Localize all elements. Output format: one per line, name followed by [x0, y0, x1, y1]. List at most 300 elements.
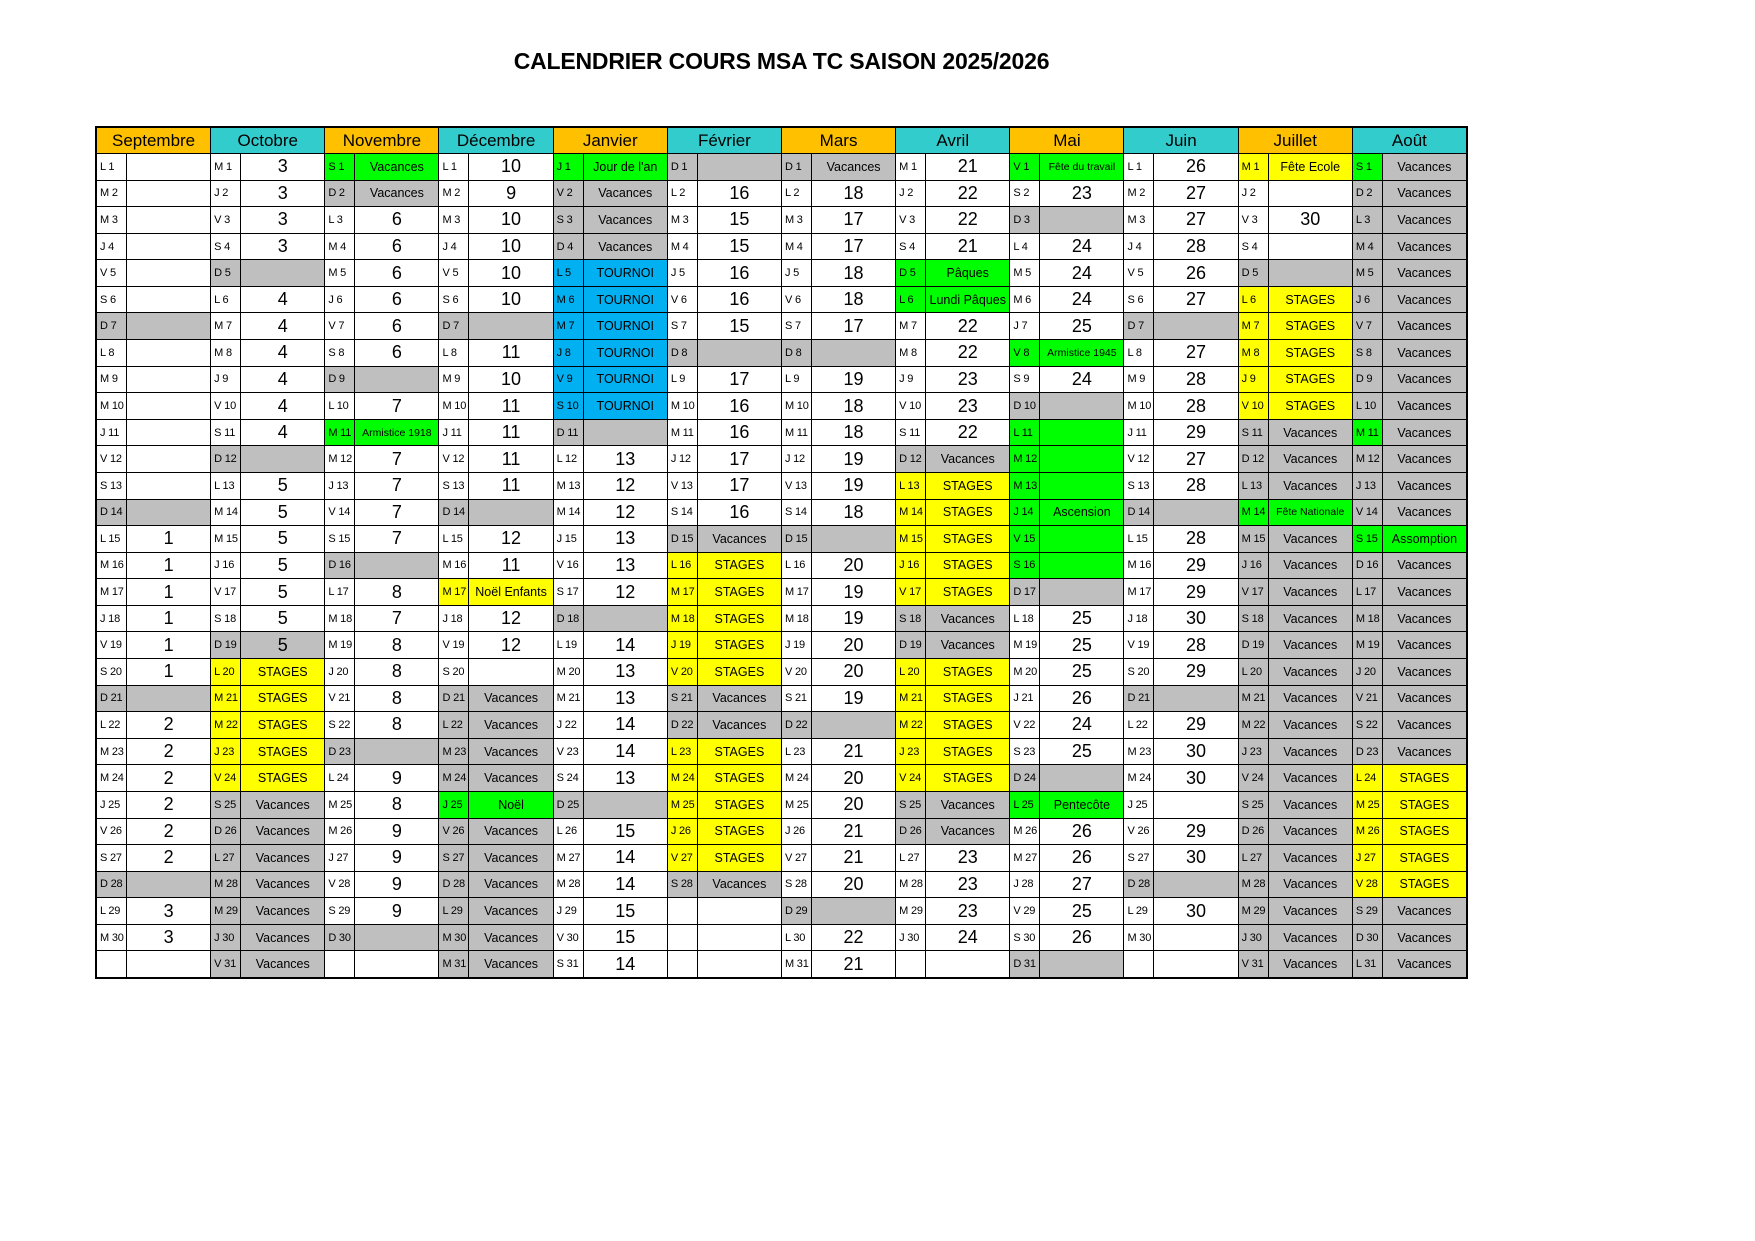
day-label: L 3 — [325, 207, 355, 234]
day-value — [127, 367, 211, 394]
day-value: 11 — [469, 420, 553, 447]
day-label: D 5 — [896, 260, 926, 287]
day-label: J 2 — [211, 181, 241, 208]
day-label: D 10 — [1010, 393, 1040, 420]
day-value: 7 — [355, 473, 439, 500]
day-value: 29 — [1154, 712, 1238, 739]
day-value: Vacances — [1383, 367, 1467, 394]
day-label: M 5 — [325, 260, 355, 287]
day-label: J 6 — [1353, 287, 1383, 314]
day-label: L 13 — [211, 473, 241, 500]
day-label: M 24 — [668, 765, 698, 792]
day-value: STAGES — [698, 765, 782, 792]
day-value: Vacances — [812, 154, 896, 181]
day-label: M 14 — [896, 500, 926, 527]
day-label: L 20 — [896, 659, 926, 686]
day-label: M 10 — [782, 393, 812, 420]
day-label: D 28 — [1124, 872, 1154, 899]
day-label: M 14 — [554, 500, 584, 527]
day-value: Vacances — [1383, 925, 1467, 952]
day-label: M 27 — [1010, 845, 1040, 872]
day-value: Vacances — [1269, 579, 1353, 606]
day-label: V 6 — [782, 287, 812, 314]
day-value: 21 — [926, 154, 1010, 181]
day-label: M 7 — [1239, 313, 1269, 340]
day-label: D 22 — [668, 712, 698, 739]
month-header-juillet: Juillet — [1239, 128, 1353, 154]
day-label: M 29 — [1239, 898, 1269, 925]
day-label: J 13 — [1353, 473, 1383, 500]
day-label: V 5 — [97, 260, 127, 287]
day-value: 25 — [1040, 659, 1124, 686]
day-label: L 24 — [1353, 765, 1383, 792]
day-value: STAGES — [1269, 340, 1353, 367]
day-value: 14 — [584, 951, 668, 978]
day-value: 9 — [355, 872, 439, 899]
day-value: Fête du travail — [1040, 154, 1124, 181]
day-value — [1154, 925, 1238, 952]
day-value: Armistice 1918 — [355, 420, 439, 447]
day-label: L 6 — [211, 287, 241, 314]
day-value: Assomption — [1383, 526, 1467, 553]
day-value: 20 — [812, 872, 896, 899]
day-label: M 3 — [782, 207, 812, 234]
day-label: V 19 — [439, 632, 469, 659]
day-label: V 7 — [1353, 313, 1383, 340]
day-label: S 6 — [1124, 287, 1154, 314]
day-value: 13 — [584, 659, 668, 686]
day-label: V 3 — [1239, 207, 1269, 234]
day-label: V 19 — [1124, 632, 1154, 659]
day-value: Vacances — [926, 632, 1010, 659]
day-label: D 5 — [211, 260, 241, 287]
day-label: L 25 — [1010, 792, 1040, 819]
day-label: D 19 — [896, 632, 926, 659]
day-value: STAGES — [926, 500, 1010, 527]
day-label: L 10 — [325, 393, 355, 420]
day-value: Vacances — [1383, 207, 1467, 234]
day-label: V 24 — [1239, 765, 1269, 792]
day-label: M 10 — [668, 393, 698, 420]
day-value: 16 — [698, 287, 782, 314]
day-label: V 12 — [1124, 446, 1154, 473]
day-value: STAGES — [926, 765, 1010, 792]
day-label: V 23 — [554, 739, 584, 766]
day-value: Vacances — [1383, 260, 1467, 287]
day-label: D 30 — [1353, 925, 1383, 952]
day-value: 6 — [355, 340, 439, 367]
day-label: J 7 — [1010, 313, 1040, 340]
day-label: D 12 — [211, 446, 241, 473]
day-label: J 2 — [896, 181, 926, 208]
month-header-decembre: Décembre — [439, 128, 553, 154]
day-value: 11 — [469, 473, 553, 500]
day-value — [127, 473, 211, 500]
day-label: D 22 — [782, 712, 812, 739]
day-value: 22 — [926, 340, 1010, 367]
day-value: Vacances — [1269, 951, 1353, 978]
day-value: 15 — [698, 234, 782, 261]
day-label: J 20 — [325, 659, 355, 686]
day-label: D 23 — [325, 739, 355, 766]
day-value: Vacances — [1383, 393, 1467, 420]
day-value: STAGES — [926, 553, 1010, 580]
day-value: Vacances — [469, 872, 553, 899]
day-value: Vacances — [584, 181, 668, 208]
day-value: 28 — [1154, 632, 1238, 659]
day-value: Vacances — [355, 181, 439, 208]
day-label: L 13 — [1239, 473, 1269, 500]
day-value — [1040, 446, 1124, 473]
day-label: M 15 — [211, 526, 241, 553]
day-label: L 20 — [1239, 659, 1269, 686]
day-label: J 16 — [1239, 553, 1269, 580]
day-label: M 8 — [1239, 340, 1269, 367]
day-label: S 15 — [1353, 526, 1383, 553]
day-label: M 3 — [439, 207, 469, 234]
day-label: M 7 — [211, 313, 241, 340]
day-value: Vacances — [698, 686, 782, 713]
day-label: D 18 — [554, 606, 584, 633]
day-label: V 13 — [668, 473, 698, 500]
day-label: L 1 — [97, 154, 127, 181]
day-label: M 14 — [211, 500, 241, 527]
day-label: S 22 — [1353, 712, 1383, 739]
day-value: Vacances — [1269, 606, 1353, 633]
day-label: J 4 — [97, 234, 127, 261]
day-label: M 1 — [896, 154, 926, 181]
day-label: S 27 — [439, 845, 469, 872]
day-value: Vacances — [1269, 739, 1353, 766]
day-value: STAGES — [241, 765, 325, 792]
day-label: M 15 — [896, 526, 926, 553]
day-value — [1040, 553, 1124, 580]
day-value: 4 — [241, 420, 325, 447]
day-value: Vacances — [1383, 234, 1467, 261]
day-label: S 31 — [554, 951, 584, 978]
day-label: D 26 — [1239, 819, 1269, 846]
day-value: STAGES — [698, 553, 782, 580]
day-label: M 19 — [1353, 632, 1383, 659]
day-label: S 29 — [1353, 898, 1383, 925]
day-value: 9 — [469, 181, 553, 208]
day-label: S 15 — [325, 526, 355, 553]
day-label: L 17 — [1353, 579, 1383, 606]
day-value — [127, 260, 211, 287]
day-label: V 14 — [325, 500, 355, 527]
month-header-mai: Mai — [1010, 128, 1124, 154]
day-value: STAGES — [698, 606, 782, 633]
day-value: 30 — [1154, 606, 1238, 633]
day-value: 6 — [355, 234, 439, 261]
day-label: J 8 — [554, 340, 584, 367]
day-label: M 2 — [97, 181, 127, 208]
day-value: Vacances — [469, 951, 553, 978]
day-value: STAGES — [241, 739, 325, 766]
day-label: M 24 — [97, 765, 127, 792]
day-label: J 12 — [668, 446, 698, 473]
day-label: J 5 — [668, 260, 698, 287]
day-label: V 24 — [896, 765, 926, 792]
day-value: Vacances — [469, 898, 553, 925]
day-label: M 28 — [896, 872, 926, 899]
day-label: L 9 — [668, 367, 698, 394]
day-label: M 1 — [1239, 154, 1269, 181]
day-label: S 20 — [439, 659, 469, 686]
day-label: M 10 — [439, 393, 469, 420]
day-label: V 6 — [668, 287, 698, 314]
day-value: 19 — [812, 446, 896, 473]
day-value: STAGES — [1383, 845, 1467, 872]
day-value: 18 — [812, 181, 896, 208]
day-label: M 22 — [896, 712, 926, 739]
day-label: D 1 — [668, 154, 698, 181]
day-value: 17 — [812, 234, 896, 261]
day-label: M 19 — [1010, 632, 1040, 659]
day-value: STAGES — [926, 473, 1010, 500]
day-value — [127, 393, 211, 420]
day-value: STAGES — [926, 526, 1010, 553]
day-label — [668, 951, 698, 978]
day-label: J 16 — [896, 553, 926, 580]
day-value: 22 — [926, 181, 1010, 208]
day-value: 13 — [584, 553, 668, 580]
day-value: 1 — [127, 659, 211, 686]
day-label: S 1 — [1353, 154, 1383, 181]
day-value: 28 — [1154, 393, 1238, 420]
day-value: 26 — [1154, 154, 1238, 181]
day-label: L 8 — [1124, 340, 1154, 367]
day-label: V 29 — [1010, 898, 1040, 925]
day-label: D 5 — [1239, 260, 1269, 287]
day-label: M 22 — [1239, 712, 1269, 739]
month-header-novembre: Novembre — [325, 128, 439, 154]
day-value: 12 — [469, 606, 553, 633]
day-value: 28 — [1154, 234, 1238, 261]
day-value: 28 — [1154, 526, 1238, 553]
day-value: 7 — [355, 526, 439, 553]
day-label: S 25 — [896, 792, 926, 819]
day-label: J 18 — [97, 606, 127, 633]
day-label: M 25 — [668, 792, 698, 819]
day-label: V 13 — [782, 473, 812, 500]
day-label: J 30 — [211, 925, 241, 952]
day-value — [584, 420, 668, 447]
day-label: V 10 — [1239, 393, 1269, 420]
day-value: Vacances — [1383, 154, 1467, 181]
day-value: Vacances — [1383, 340, 1467, 367]
day-value: 14 — [584, 632, 668, 659]
day-value — [812, 526, 896, 553]
day-label: D 15 — [668, 526, 698, 553]
day-value: 1 — [127, 553, 211, 580]
day-value — [355, 367, 439, 394]
day-value: 3 — [241, 181, 325, 208]
day-value: 25 — [1040, 606, 1124, 633]
day-value: 27 — [1154, 340, 1238, 367]
day-label: V 19 — [97, 632, 127, 659]
day-value: 29 — [1154, 553, 1238, 580]
day-value: 8 — [355, 579, 439, 606]
day-value: 21 — [812, 739, 896, 766]
day-value: 23 — [926, 872, 1010, 899]
day-value: 9 — [355, 765, 439, 792]
day-label: V 24 — [211, 765, 241, 792]
day-label — [97, 951, 127, 978]
day-value: 5 — [241, 632, 325, 659]
day-value: 26 — [1154, 260, 1238, 287]
day-value: Vacances — [1383, 181, 1467, 208]
day-label: V 10 — [211, 393, 241, 420]
day-value: Pâques — [926, 260, 1010, 287]
day-label: V 31 — [211, 951, 241, 978]
day-value: 1 — [127, 526, 211, 553]
day-value: 7 — [355, 500, 439, 527]
day-value: STAGES — [1383, 765, 1467, 792]
day-label: M 11 — [782, 420, 812, 447]
day-value: 20 — [812, 553, 896, 580]
day-label: S 6 — [97, 287, 127, 314]
day-label: J 1 — [554, 154, 584, 181]
day-value — [127, 207, 211, 234]
day-label: D 7 — [439, 313, 469, 340]
day-value: 30 — [1154, 898, 1238, 925]
day-label: M 21 — [896, 686, 926, 713]
day-value: STAGES — [698, 845, 782, 872]
day-value: 5 — [241, 473, 325, 500]
day-value: 27 — [1154, 207, 1238, 234]
day-label: L 10 — [1353, 393, 1383, 420]
day-label: D 9 — [325, 367, 355, 394]
day-value: STAGES — [698, 659, 782, 686]
day-label: D 25 — [554, 792, 584, 819]
day-label: J 5 — [782, 260, 812, 287]
day-label: S 13 — [97, 473, 127, 500]
day-label: M 31 — [782, 951, 812, 978]
day-value — [698, 951, 782, 978]
day-label: V 7 — [325, 313, 355, 340]
day-value — [1269, 234, 1353, 261]
day-label: S 18 — [211, 606, 241, 633]
day-value: Vacances — [1383, 553, 1467, 580]
day-label: D 2 — [325, 181, 355, 208]
day-value: 3 — [241, 207, 325, 234]
month-header-fevrier: Février — [668, 128, 782, 154]
day-value: 15 — [698, 313, 782, 340]
day-label: S 27 — [97, 845, 127, 872]
day-value: Pentecôte — [1040, 792, 1124, 819]
day-label: J 30 — [896, 925, 926, 952]
day-value: Fête Nationale — [1269, 500, 1353, 527]
day-value — [1040, 951, 1124, 978]
day-value: 29 — [1154, 819, 1238, 846]
day-value: Vacances — [584, 207, 668, 234]
day-label: S 21 — [782, 686, 812, 713]
day-label: S 27 — [1124, 845, 1154, 872]
day-label: V 15 — [1010, 526, 1040, 553]
day-label — [1124, 951, 1154, 978]
day-label: J 11 — [1124, 420, 1154, 447]
day-value: 10 — [469, 234, 553, 261]
day-value: Vacances — [469, 819, 553, 846]
day-label: D 14 — [439, 500, 469, 527]
day-label: S 1 — [325, 154, 355, 181]
day-value: 5 — [241, 579, 325, 606]
day-value: Vacances — [1383, 579, 1467, 606]
day-value: Vacances — [1269, 872, 1353, 899]
day-label: M 3 — [97, 207, 127, 234]
day-value: 18 — [812, 420, 896, 447]
day-label: V 28 — [1353, 872, 1383, 899]
day-label: L 20 — [211, 659, 241, 686]
day-value: STAGES — [241, 686, 325, 713]
day-value: 29 — [1154, 420, 1238, 447]
day-value: 23 — [926, 898, 1010, 925]
day-value: 25 — [1040, 898, 1124, 925]
day-value: Vacances — [1269, 473, 1353, 500]
day-value: 4 — [241, 393, 325, 420]
day-value: 17 — [812, 313, 896, 340]
day-label: S 24 — [554, 765, 584, 792]
day-label: M 17 — [97, 579, 127, 606]
day-value: Vacances — [1383, 287, 1467, 314]
day-value: STAGES — [1269, 313, 1353, 340]
day-value — [1040, 420, 1124, 447]
day-value: 1 — [127, 606, 211, 633]
day-label: M 23 — [439, 739, 469, 766]
day-label: M 26 — [1353, 819, 1383, 846]
day-label: J 29 — [554, 898, 584, 925]
day-label: J 19 — [782, 632, 812, 659]
day-label: L 27 — [896, 845, 926, 872]
day-label: V 28 — [325, 872, 355, 899]
day-label: M 24 — [439, 765, 469, 792]
day-value: TOURNOI — [584, 367, 668, 394]
day-label: M 21 — [1239, 686, 1269, 713]
day-value: 12 — [469, 632, 553, 659]
day-label: M 25 — [1353, 792, 1383, 819]
day-value: 4 — [241, 313, 325, 340]
day-label: L 30 — [782, 925, 812, 952]
day-value — [1040, 765, 1124, 792]
day-value: 24 — [1040, 260, 1124, 287]
day-label: L 2 — [668, 181, 698, 208]
day-label: J 27 — [325, 845, 355, 872]
day-label: J 12 — [782, 446, 812, 473]
day-label: S 18 — [896, 606, 926, 633]
day-label: M 16 — [1124, 553, 1154, 580]
day-label: J 26 — [668, 819, 698, 846]
day-label: M 20 — [554, 659, 584, 686]
day-value: STAGES — [1383, 872, 1467, 899]
day-label: L 29 — [1124, 898, 1154, 925]
day-value: Vacances — [469, 925, 553, 952]
day-label: D 2 — [1353, 181, 1383, 208]
day-label: S 7 — [782, 313, 812, 340]
day-label: M 28 — [554, 872, 584, 899]
day-value: 20 — [812, 632, 896, 659]
day-value: STAGES — [698, 739, 782, 766]
day-value: Vacances — [1269, 553, 1353, 580]
day-label: M 5 — [1353, 260, 1383, 287]
day-label: M 4 — [782, 234, 812, 261]
day-label: M 7 — [554, 313, 584, 340]
day-value — [1154, 872, 1238, 899]
day-value: 20 — [812, 792, 896, 819]
day-label: M 2 — [1124, 181, 1154, 208]
day-label: D 26 — [211, 819, 241, 846]
day-value — [469, 659, 553, 686]
